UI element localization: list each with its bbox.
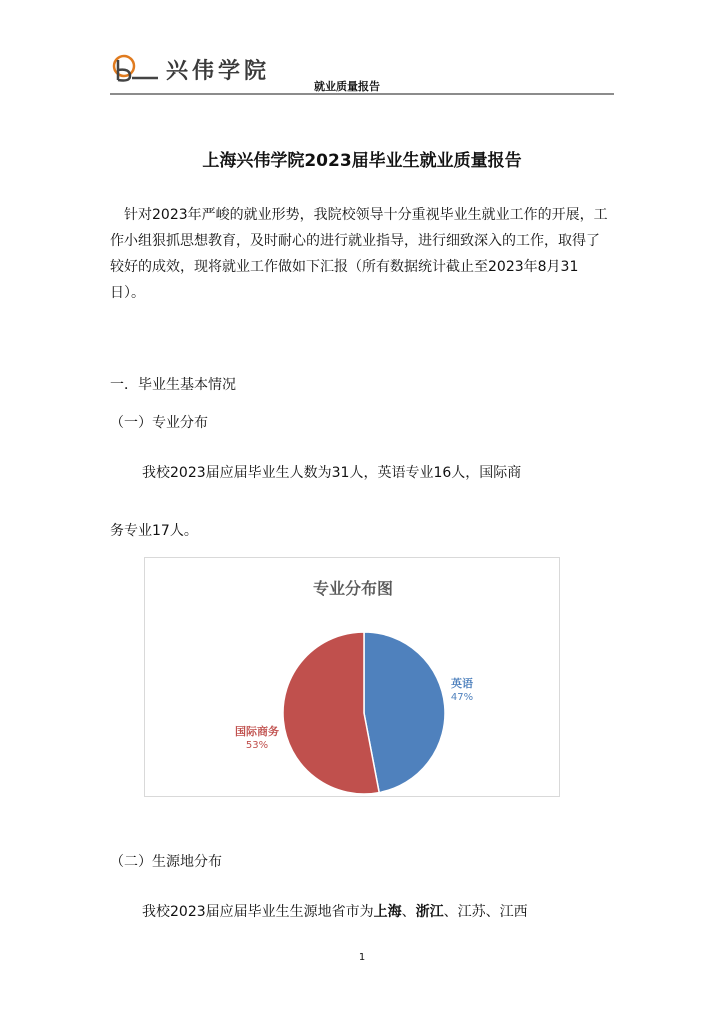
intro-paragraph: 针对2023年严峻的就业形势，我院校领导十分重视毕业生就业工作的开展，工作小组狠抓思想教育，及时耐心的进行就业指导，进行细致深入的工作，取得了较好的成效，现将就业工作做如下汇报（所有数据统计截止至2023年8月31日）。 — [110, 207, 608, 301]
header-subtitle: 就业质量报告 — [314, 80, 380, 93]
origin-text-prefix: 我校2023届应届毕业生生源地省市为 — [142, 904, 374, 920]
chart-title: 专业分布图 — [312, 579, 393, 598]
pie-label-category-1: 国际商务 — [235, 725, 279, 738]
header-divider — [110, 93, 614, 95]
major-paragraph-line-2: 务专业17人。 — [110, 523, 198, 539]
section-heading-1: 一．毕业生基本情况 — [110, 377, 236, 393]
origin-text-rest: 、江苏、江西 — [443, 904, 528, 920]
origin-bold-shanghai: 上海 — [373, 904, 402, 920]
pie-chart — [145, 558, 561, 798]
college-brand: 兴伟学院 — [166, 59, 271, 84]
origin-separator: 、 — [401, 904, 416, 920]
subsection-heading-major: （一）专业分布 — [110, 415, 208, 431]
pie-slice-0 — [364, 632, 445, 793]
page-number: 1 — [358, 952, 366, 963]
pie-label-percent-0: 47% — [450, 692, 474, 703]
page-header — [110, 46, 614, 96]
pie-label-category-0: 英语 — [451, 677, 473, 690]
origin-paragraph — [142, 901, 528, 921]
major-paragraph-line-1: 我校2023届应届毕业生人数为31人，英语专业16人，国际商 — [142, 465, 522, 481]
origin-bold-zhejiang: 浙江 — [415, 904, 444, 920]
subsection-heading-origin: （二）生源地分布 — [110, 854, 222, 870]
report-title: 上海兴伟学院2023届毕业生就业质量报告 — [202, 151, 522, 171]
college-logo-icon — [110, 52, 162, 86]
major-distribution-chart — [144, 557, 560, 797]
pie-label-percent-1: 53% — [245, 740, 269, 751]
